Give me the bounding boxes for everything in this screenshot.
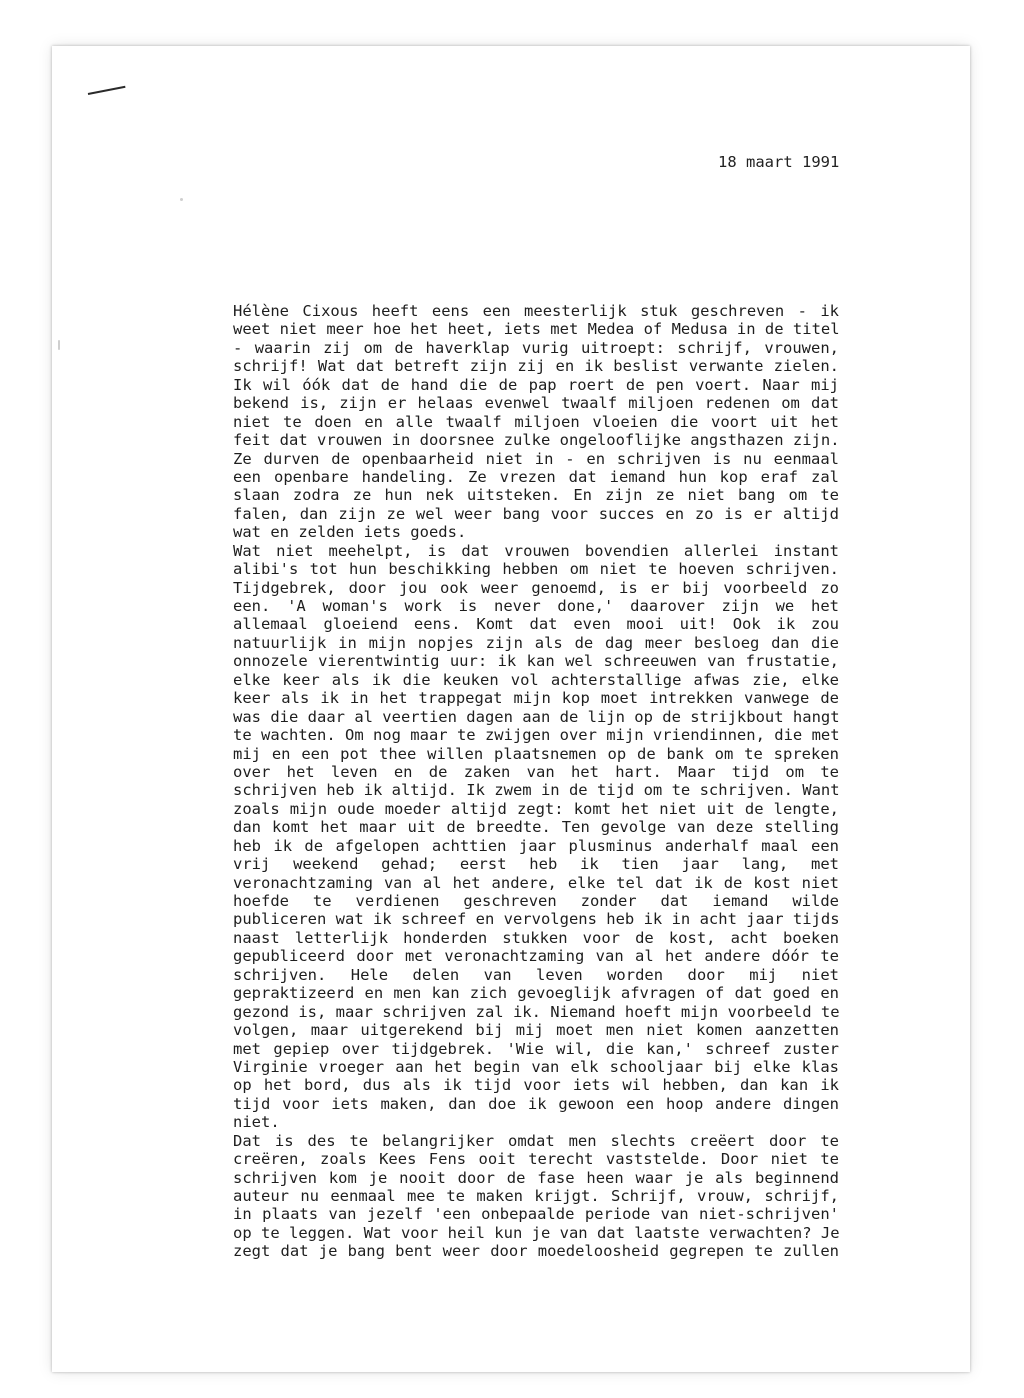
text-line: naast letterlijk honderden stukken voor de kost, acht boeken [233,928,839,947]
text-line: Tijdgebrek, door jou ook weer genoemd, is er bij voorbeeld zo [233,578,839,597]
text-line: met gepiep over tijdgebrek. 'Wie wil, die kan,' schreef zuster [233,1039,839,1058]
letter-date: 18 maart 1991 [718,153,840,171]
text-line: mij en een pot thee willen plaatsnemen op de bank om te spreken [233,744,839,763]
text-line: schrijf! Wat dat betreft zijn zij en ik beslist verwante zielen. [233,357,839,376]
text-line: gepubliceerd door met veronachtzaming van al het andere dóór te [233,947,839,966]
text-line: Wat niet meehelpt, is dat vrouwen bovendien allerlei instant [233,541,839,560]
text-line: zoals mijn oude moeder altijd zegt: komt het niet uit de lengte, [233,799,839,818]
text-line: veronachtzaming van al het andere, elke tel dat ik de kost niet [233,873,839,892]
text-line: wat en zelden iets goeds. [233,523,467,542]
text-line: Virginie vroeger aan het begin van elk schooljaar bij elke klas [233,1057,839,1076]
text-line: zegt dat je bang bent weer door moedeloosheid gegrepen te zullen [233,1242,839,1261]
text-line: een. 'A woman's work is never done,' daarover zijn we het [233,597,839,615]
text-line: te wachten. Om nog maar te zwijgen over mijn vriendinnen, die met [233,726,840,745]
text-line: Ze durven de openbaarheid niet in - en schrijven is nu eenmaal [233,449,839,468]
text-line: vrij weekend gehad; eerst heb ik tien jaar lang, met [233,855,839,874]
text-line: creëren, zoals Kees Fens ooit terecht vaststelde. Door niet te [233,1150,839,1169]
text-line: natuurlijk in mijn nopjes zijn als de dag meer besloeg dan die [233,633,839,652]
text-line: heb ik de afgelopen achttien jaar plusminus anderhalf maal een [233,836,839,855]
text-line: keer als ik in het trappegat mijn kop moet intrekken vanwege de [233,689,839,708]
text-line: niet te doen en alle twaalf miljoen vloeien die voort uit het [233,412,839,431]
letter-body [233,302,839,1261]
text-line: een openbare handeling. Ze vrezen dat iemand hun kop eraf zal [233,467,839,486]
text-line: was die daar al veertien dagen aan de lijn op de strijkbout hangt [233,707,840,726]
text-line: volgen, maar uitgerekend bij mij moet men niet komen aanzetten [233,1021,839,1040]
text-line: hoefde te verdienen geschreven zonder dat iemand wilde [233,892,839,910]
paper-speck [180,198,183,201]
text-line: elke keer als ik die keuken vol achterstallige afwas zie, elke [233,670,839,689]
text-line: bekend is, zijn er helaas evenwel twaalf miljoen redenen om dat [233,394,839,413]
text-line: in plaats van jezelf 'een onbepaalde periode van niet-schrijven' [233,1205,839,1224]
text-line: op te leggen. Wat voor heil kun je van dat laatste verwachten? Je [233,1223,840,1242]
text-line: publiceren wat ik schreef en vervolgens heb ik in acht jaar tijds [233,910,840,929]
text-line: schrijven. Hele delen van leven worden door mij niet [233,965,839,984]
text-line: auteur nu eenmaal mee te maken krijgt. Schrijf, vrouw, schrijf, [233,1187,839,1205]
text-line: op het bord, dus als ik tijd voor iets wil hebben, dan kan ik [233,1076,839,1095]
text-line: weet niet meer hoe het heet, iets met Medea of Medusa in de titel [233,320,840,339]
text-line: feit dat vrouwen in doorsnee zulke ongelooflijke angsthazen zijn. [233,431,840,450]
text-line: allemaal gloeiend eens. Komt dat even mooi uit! Ook ik zou [233,615,839,634]
text-line: Hélène Cixous heeft eens een meesterlijk stuk geschreven - ik [233,302,839,320]
text-line: falen, dan zijn ze wel weer bang voor succes en zo is er altijd [233,504,839,523]
text-line: gepraktizeerd en men kan zich gevoeglijk afvragen of dat goed en [233,984,839,1003]
text-line: - waarin zij om de haverklap vurig uitroept: schrijf, vrouwen, [233,338,839,357]
text-line: Dat is des te belangrijker omdat men slechts creëert door te [233,1131,839,1150]
text-line: dan komt het maar uit de breedte. Ten gevolge van deze stelling [233,818,839,837]
text-line: alibi's tot hun beschikking hebben om niet te hoeven schrijven. [233,560,839,579]
text-line: schrijven heb ik altijd. Ik zwem in de tijd om te schrijven. Want [233,781,840,800]
text-line: schrijven kom je nooit door de fase heen waar je als beginnend [233,1168,839,1187]
paper-speck [58,340,60,350]
text-line: onnozele vierentwintig uur: ik kan wel schreeuwen van frustatie, [233,652,839,671]
text-line: gezond is, maar schrijven zal ik. Niemand hoeft mijn voorbeeld te [233,1002,840,1021]
text-line: Ik wil óók dat de hand die de pap roert de pen voert. Naar mij [233,375,839,394]
text-line: niet. [233,1113,280,1132]
text-line: tijd voor iets maken, dan doe ik gewoon een hoop andere dingen [233,1094,839,1113]
text-line: over het leven en de zaken van het hart. Maar tijd om te [233,762,839,781]
text-line: slaan zodra ze hun nek uitsteken. En zijn ze niet bang om te [233,486,839,505]
